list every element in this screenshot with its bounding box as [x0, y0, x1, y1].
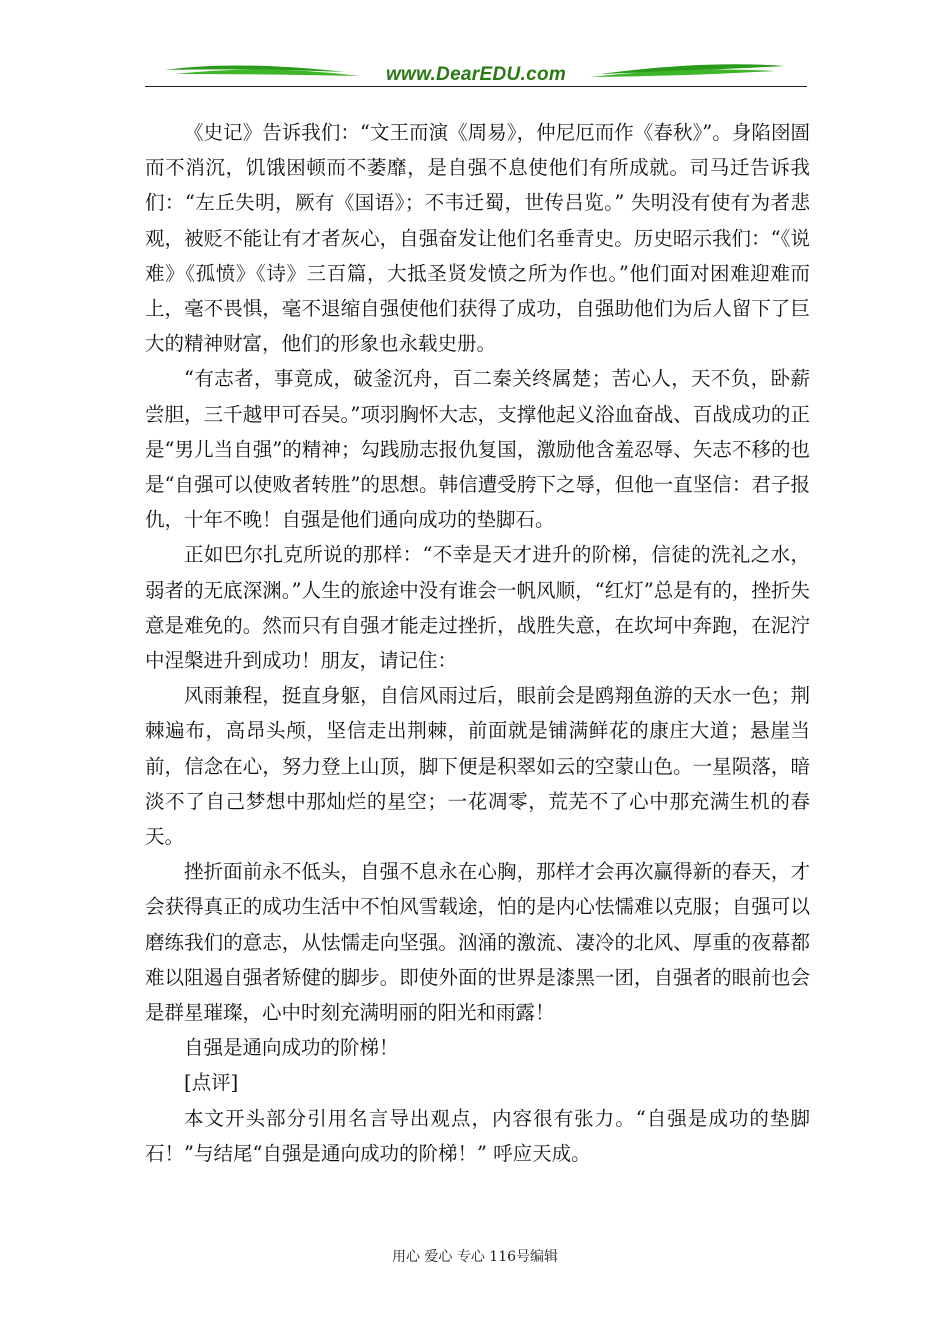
- paragraph: 风雨兼程，挺直身躯，自信风雨过后，眼前会是鸥翔鱼游的天水一色；荆棘遍布，高昂头颅，坚信走出荆棘，前面就是铺满鲜花的康庄大道；悬崖当前，信念在心，努力登上山顶，脚下便是积翠如云的空蒙山色。一星陨落，暗淡不了自己梦想中那灿烂的星空；一花凋零，荒芜不了心中那充满生机的春天。: [145, 684, 810, 849]
- paragraph: “有志者，事竟成，破釜沉舟，百二秦关终属楚；苦心人，天不负，卧薪尝胆，三千越甲可吞吴。”项羽胸怀大志，支撑他起义浴血奋战、百战成功的正是“男儿当自强”的精神；勾践励志报仇复国，激励他含羞忍辱、矢志不移的也是“自强可以使败者转胜”的思想。韩信遭受胯下之辱，但他一直坚信：君子报仇，十年不晚！自强是他们通向成功的垫脚石。: [145, 367, 810, 532]
- page-header: [145, 52, 807, 92]
- article-body: [145, 115, 810, 1171]
- paragraph: 正如巴尔扎克所说的那样：“不幸是天才进升的阶梯，信徒的洗礼之水，弱者的无底深渊。”人生的旅途中没有谁会一帆风顺，“红灯”总是有的，挫折失意是难免的。然而只有自强才能走过挫折，战胜失意，在坎坷中奔跑，在泥泞中涅槃进升到成功！朋友，请记住：: [145, 543, 810, 673]
- page-footer: 用心 爱心 专心 116号编辑: [391, 1249, 559, 1265]
- paragraph: 挫折面前永不低头，自强不息永在心胸，那样才会再次赢得新的春天，才会获得真正的成功生活中不怕风雪载途，怕的是内心怯懦难以克服；自强可以磨练我们的意志，从怯懦走向坚强。汹涌的激流、凄冷的北风、厚重的夜幕都难以阻遏自强者矫健的脚步。即使外面的世界是漆黑一团，自强者的眼前也会是群星璀璨，心中时刻充满明丽的阳光和雨露！: [145, 860, 810, 1025]
- header-rule: [145, 86, 807, 87]
- comment-heading: [点评]: [184, 1071, 239, 1095]
- site-url: www.DearEDU.com: [385, 64, 567, 85]
- comment-text: 本文开头部分引用名言导出观点，内容很有张力。“自强是成功的垫脚石！”与结尾“自强是通向成功的阶梯！” 呼应天成。: [145, 1106, 810, 1165]
- paragraph: 《史记》告诉我们：“文王而演《周易》，仲尼厄而作《春秋》”。身陷囹圄而不消沉，饥饿困顿而不萎靡，是自强不息使他们有所成就。司马迁告诉我们：“左丘失明，厥有《国语》；不韦迁蜀，世传吕览。” 失明没有使有为者悲观，被贬不能让有才者灰心，自强奋发让他们名垂青史。历史昭示我们：“《说难》《孤愤》《诗》三百篇，大抵圣贤发愤之所为作也。”他们面对困难迎难而上，毫不畏惧，毫不退缩自强使他们获得了成功，自强助他们为后人留下了巨大的精神财富，他们的形象也永载史册。: [145, 121, 810, 356]
- paragraph: 自强是通向成功的阶梯！: [184, 1036, 399, 1060]
